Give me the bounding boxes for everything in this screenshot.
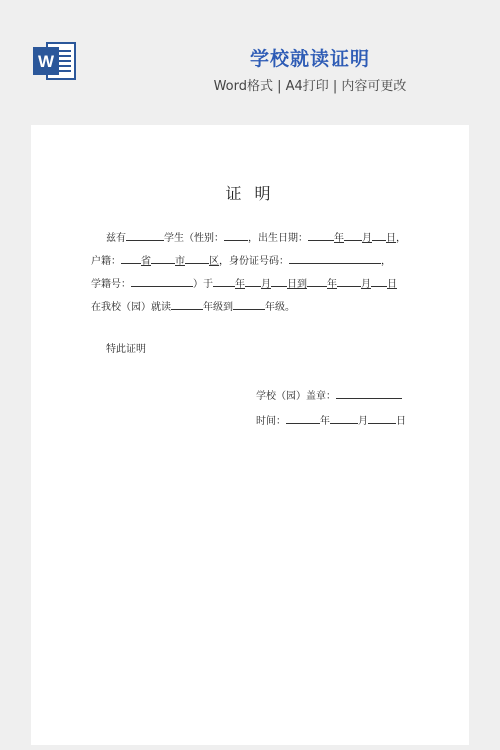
text-segment: ，身份证号码： [219,256,289,267]
document-page [31,125,469,745]
province-blank [121,252,141,264]
header [0,0,500,125]
text-segment: 日 [386,233,396,244]
doc-time-line [256,412,406,429]
start-month-blank [245,275,261,287]
doc-line-4 [91,298,295,315]
seal-label: 学校（园）盖章： [256,391,336,402]
birth-day-blank [372,229,386,241]
birth-month-blank [344,229,362,241]
doc-line-3 [91,275,397,292]
birth-year-blank [308,229,334,241]
text-segment: 日 [396,416,406,427]
text-segment: 市 [175,256,185,267]
name-blank [126,229,164,241]
end-day-blank [371,275,387,287]
text-segment: 日到 [287,279,307,290]
id-number-blank [289,252,381,264]
text-segment: 年 [235,279,245,290]
text-segment: 学籍号： [91,279,131,290]
text-segment: 年级到 [203,302,233,313]
time-label: 时间： [256,416,286,427]
doc-line-1 [106,229,406,246]
start-year-blank [213,275,235,287]
text-segment: 户籍： [91,256,121,267]
text-segment: 年 [334,233,344,244]
page-title: 学校就读证明 [249,48,370,70]
text-segment: ，出生日期： [248,233,308,244]
document-title: 证 明 [225,184,275,203]
gender-blank [224,229,248,241]
from-grade-blank [171,298,203,310]
doc-seal-line [256,387,402,404]
text-segment: 在我校（园）就读 [91,302,171,313]
text-segment: ， [381,256,391,267]
text-segment: 月 [358,416,368,427]
text-segment: 年 [320,416,330,427]
doc-line-2 [91,252,391,269]
to-grade-blank [233,298,265,310]
text-segment: 兹有 [106,233,126,244]
word-icon-letter: W [37,52,55,71]
doc-special-line: 特此证明 [106,344,146,355]
time-year-blank [286,412,320,424]
time-day-blank [368,412,396,424]
text-segment: 年 [327,279,337,290]
text-segment: 学生（性别： [164,233,224,244]
text-segment: 月 [362,233,372,244]
seal-blank [336,387,402,399]
text-segment: 省 [141,256,151,267]
district-blank [185,252,209,264]
end-month-blank [337,275,361,287]
city-blank [151,252,175,264]
page-subtitle: Word格式 | A4打印 | 内容可更改 [213,79,407,94]
text-segment: 区 [209,256,219,267]
end-year-blank [307,275,327,287]
text-segment: ）于 [193,279,213,290]
word-icon [33,40,77,82]
time-month-blank [330,412,358,424]
start-day-blank [271,275,287,287]
text-segment: 年级。 [265,302,295,313]
text-segment: 日 [387,279,397,290]
student-id-blank [131,275,193,287]
text-segment: 月 [261,279,271,290]
text-segment: 月 [361,279,371,290]
text-segment: ， [396,233,406,244]
